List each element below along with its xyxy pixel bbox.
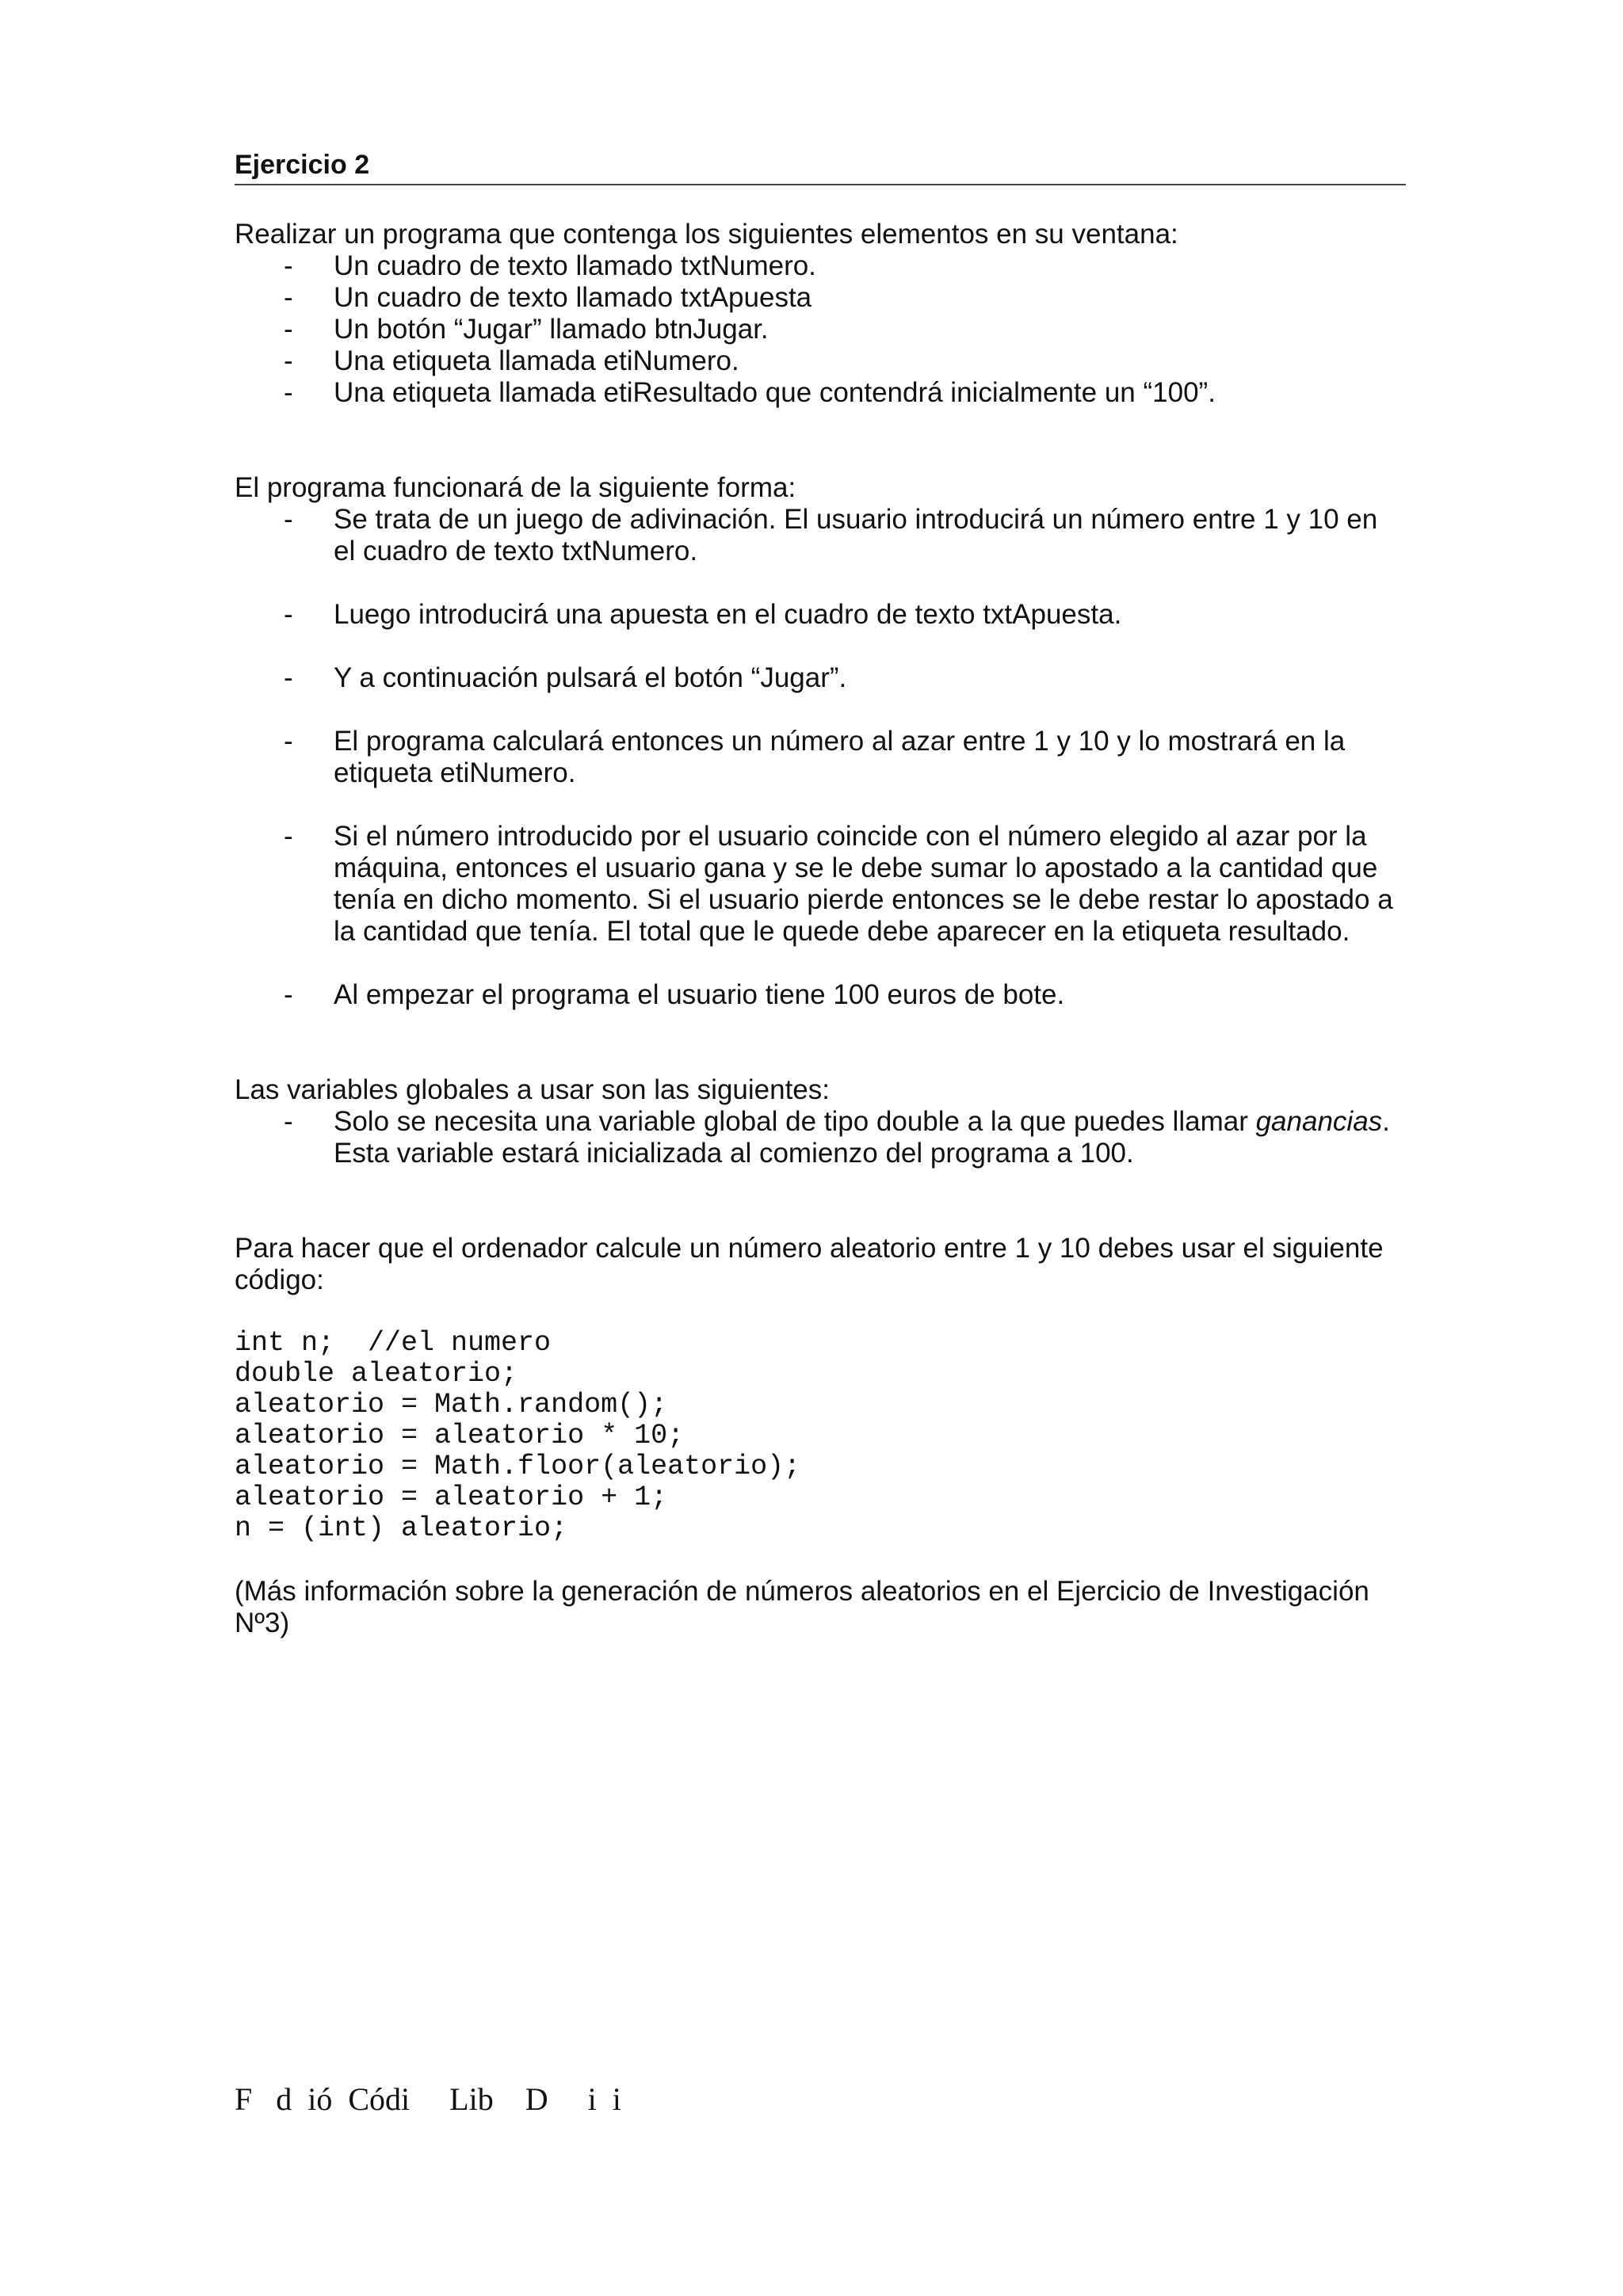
- how-list: [235, 504, 1406, 1011]
- list-item: - Un botón “Jugar” llamado btnJugar.: [284, 314, 769, 345]
- list-item: - Al empezar el programa el usuario tiene 100 euros de bote.: [284, 979, 1065, 1010]
- dash-bullet: -: [284, 250, 293, 281]
- dash-bullet: -: [284, 599, 293, 630]
- dash-bullet: -: [284, 314, 293, 345]
- intro-paragraph: Realizar un programa que contenga los siguientes elementos en su ventana:: [235, 219, 1178, 250]
- dash-bullet: -: [284, 282, 293, 313]
- elements-list: [235, 250, 1406, 409]
- list-item: - Y a continuación pulsará el botón “Jugar”.: [284, 662, 847, 693]
- dash-bullet: -: [284, 821, 293, 852]
- list-item: - Luego introducirá una apuesta en el cuadro de texto txtApuesta.: [284, 599, 1122, 630]
- list-item: - Se trata de un juego de adivinación. El usuario introducirá un número entre 1 y 10 en el cuadro de texto txtNumero.: [284, 504, 1378, 566]
- document-page: [235, 147, 1406, 1639]
- dash-bullet: -: [284, 662, 293, 693]
- dash-bullet: -: [284, 504, 293, 535]
- variable-name: ganancias: [1255, 1106, 1383, 1137]
- exercise-title: Ejercicio 2: [235, 147, 1406, 185]
- list-item: - Un cuadro de texto llamado txtApuesta: [284, 282, 812, 313]
- dash-bullet: -: [284, 726, 293, 757]
- list-item: - El programa calculará entonces un número al azar entre 1 y 10 y lo mostrará en la etiqueta etiNumero.: [284, 726, 1346, 788]
- variables-heading: Las variables globales a usar son las siguientes:: [235, 1074, 830, 1105]
- list-item: - Solo se necesita una variable global de tipo double a la que puedes llamar ganancias. Esta variable estará inicializada al comienzo del programa a 100.: [284, 1106, 1390, 1169]
- dash-bullet: -: [284, 345, 293, 376]
- page-footer: F d ió Códi Lib D i i: [235, 2081, 621, 2117]
- code-block: int n; //el numero double aleatorio; aleatorio = Math.random(); aleatorio = aleatorio * 10; aleatorio = Math.floor(aleatorio); aleatorio = aleatorio + 1; n = (int) aleatorio;: [235, 1327, 801, 1544]
- how-heading: El programa funcionará de la siguiente forma:: [235, 472, 796, 503]
- dash-bullet: -: [284, 377, 293, 408]
- dash-bullet: -: [284, 1106, 293, 1137]
- dash-bullet: -: [284, 979, 293, 1010]
- list-item: - Un cuadro de texto llamado txtNumero.: [284, 250, 816, 281]
- list-item: - Una etiqueta llamada etiNumero.: [284, 345, 739, 376]
- random-intro: Para hacer que el ordenador calcule un número aleatorio entre 1 y 10 debes usar el siguiente código:: [235, 1233, 1384, 1295]
- list-item: - Una etiqueta llamada etiResultado que contendrá inicialmente un “100”.: [284, 377, 1216, 408]
- list-item: - Si el número introducido por el usuario coincide con el número elegido al azar por la máquina, entonces el usuario gana y se le debe sumar lo apostado a la cantidad que tenía en dicho momento. Si el usuario pierde entonces se le debe restar lo apostado a la cantidad que tenía. El total que le quede debe aparecer en la etiqueta resultado.: [284, 821, 1393, 947]
- variables-list: [235, 1106, 1406, 1169]
- note-paragraph: (Más información sobre la generación de números aleatorios en el Ejercicio de Investigación Nº3): [235, 1576, 1369, 1638]
